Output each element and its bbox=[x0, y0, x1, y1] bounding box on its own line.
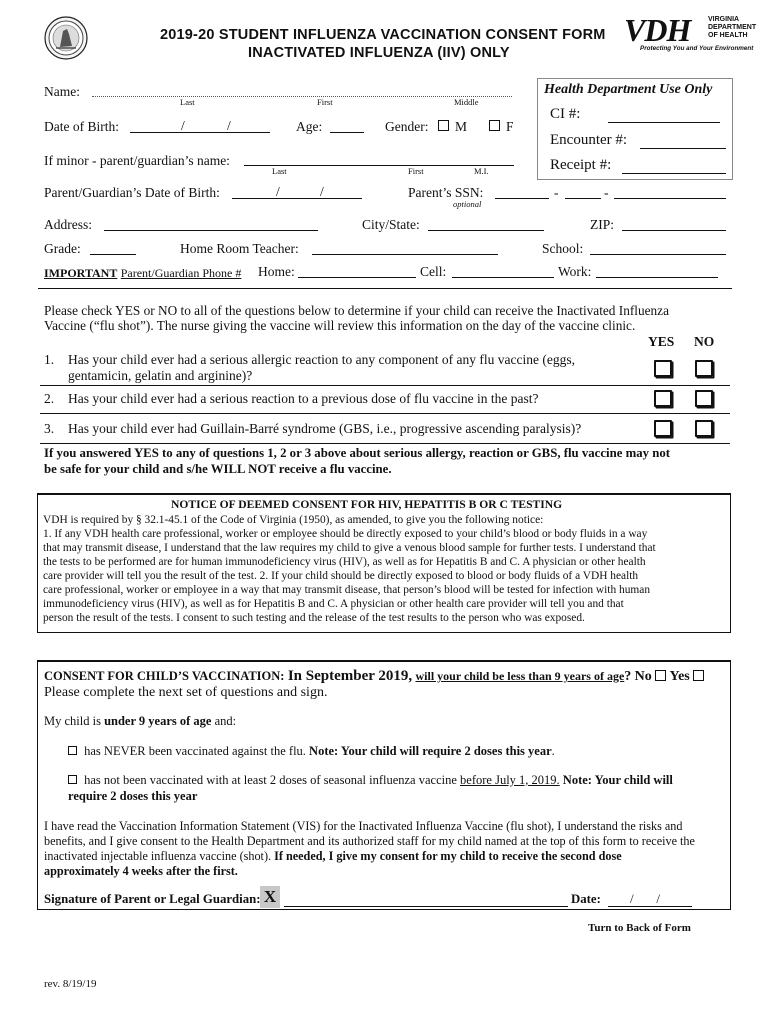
state-seal bbox=[44, 16, 88, 60]
consent-age-question: will your child be less than 9 years of age bbox=[415, 669, 625, 683]
dob-field[interactable] bbox=[130, 132, 270, 133]
consent-box bbox=[37, 660, 731, 910]
question-3-number: 3. bbox=[44, 421, 55, 436]
teacher-field[interactable] bbox=[312, 254, 498, 255]
ssn-field-2[interactable] bbox=[565, 198, 601, 199]
vdh-logo-line2: DEPARTMENT bbox=[708, 24, 757, 31]
signature-x: X bbox=[263, 887, 277, 906]
consent-title-row bbox=[44, 668, 704, 685]
notice-line-0: VDH is required by § 32.1-45.1 of the Code of Virginia (1950), as amended, to give you the following notice: bbox=[43, 514, 544, 526]
consent-instruction: Please complete the next set of questions and sign. bbox=[44, 685, 328, 700]
consent-title-in: In September 2019, bbox=[287, 668, 413, 684]
important-label bbox=[44, 265, 241, 281]
receipt-label: Receipt #: bbox=[550, 157, 612, 173]
office-use-title: Health Department Use Only bbox=[544, 82, 713, 97]
gender-f-checkbox[interactable] bbox=[489, 120, 500, 131]
option-not-two-note: Note: Your child will bbox=[562, 773, 673, 787]
notice-line-4: care provider will tell you the result of the test. 2. If your child should be directly exposed to blood or body fluids of a VDH health bbox=[43, 570, 639, 582]
work-phone-label: Work: bbox=[558, 264, 592, 279]
address-field[interactable] bbox=[104, 230, 318, 231]
consent-yes-label: Yes bbox=[669, 669, 690, 684]
vis-line-1: I have read the Vaccination Information Statement (VIS) for the Inactivated Influenza Vaccine (flu shot), I understand the risks and bbox=[44, 819, 683, 833]
signature-label: Signature of Parent or Legal Guardian: bbox=[44, 892, 261, 906]
option-not-two-text: has not been vaccinated with at least 2 doses of seasonal influenza vaccine bbox=[84, 773, 457, 787]
option-not-two-note-2: require 2 doses this year bbox=[68, 789, 198, 803]
work-phone-field[interactable] bbox=[596, 277, 718, 278]
question-1-text-1: Has your child ever had a serious allergic reaction to any component of any flu vaccine (eggs, bbox=[68, 352, 575, 367]
ssn-dash-2: - bbox=[604, 185, 609, 200]
parent-dob-slash-1: / bbox=[276, 184, 280, 199]
consent-question-mark: ? bbox=[624, 669, 632, 684]
form-title: 2019-20 STUDENT INFLUENZA VACCINATION CONSENT FORM bbox=[160, 27, 606, 43]
vis-line-3-plain: inactivated injectable influenza vaccine (shot). bbox=[44, 849, 272, 863]
zip-field[interactable] bbox=[622, 230, 726, 231]
question-2-number: 2. bbox=[44, 391, 55, 406]
question-3-no-checkbox[interactable] bbox=[695, 420, 713, 437]
questions-intro-1: Please check YES or NO to all of the questions below to determine if your child can receive the Inactivated Influenza bbox=[44, 303, 669, 318]
question-row-divider-1 bbox=[40, 385, 730, 386]
notice-line-3: the tests to be performed are for human immunodeficiency virus (HIV), as well as for Hepatitis B and C. A physician or other health bbox=[43, 556, 646, 568]
ci-line[interactable] bbox=[608, 122, 720, 123]
question-1-text-2: gentamicin, gelatin and arginine)? bbox=[68, 368, 253, 383]
vis-line-3 bbox=[44, 849, 622, 864]
name-field[interactable] bbox=[92, 96, 512, 97]
yes-header: YES bbox=[648, 334, 675, 349]
school-field[interactable] bbox=[590, 254, 726, 255]
question-2-yes-checkbox[interactable] bbox=[654, 390, 672, 407]
question-2-text-1: Has your child ever had a serious reaction to a previous dose of flu vaccine in the past? bbox=[68, 391, 539, 406]
date-slashes: / / bbox=[630, 891, 660, 906]
option-never-text: has NEVER been vaccinated against the flu. bbox=[84, 744, 306, 758]
notice-box bbox=[37, 493, 731, 633]
name-sub-first: First bbox=[317, 97, 333, 107]
gender-f-label: F bbox=[506, 119, 514, 134]
name-sub-middle: Middle bbox=[454, 97, 479, 107]
ssn-field-1[interactable] bbox=[495, 198, 549, 199]
name-label: Name: bbox=[44, 84, 80, 99]
question-1-number: 1. bbox=[44, 352, 55, 367]
signature-x-marker bbox=[260, 886, 280, 908]
parent-dob-slash-2: / bbox=[320, 184, 324, 199]
my-child-prefix: My child is bbox=[44, 714, 101, 728]
dob-label: Date of Birth: bbox=[44, 119, 119, 134]
notice-line-7: person the result of the tests. I consent to such testing and the release of the test results to the person who was exposed. bbox=[43, 612, 585, 624]
cell-phone-field[interactable] bbox=[452, 277, 554, 278]
city-field[interactable] bbox=[428, 230, 544, 231]
consent-title: CONSENT FOR CHILD’S VACCINATION: bbox=[44, 669, 285, 683]
notice-title: NOTICE OF DEEMED CONSENT FOR HIV, HEPATITIS B OR C TESTING bbox=[171, 498, 563, 511]
guardian-sub-first: First bbox=[408, 166, 424, 176]
cell-phone-label: Cell: bbox=[420, 264, 447, 279]
question-row-divider-2 bbox=[40, 413, 730, 414]
address-label: Address: bbox=[44, 217, 92, 232]
vdh-logo-letters: VDH bbox=[624, 12, 691, 48]
teacher-label: Home Room Teacher: bbox=[180, 241, 299, 256]
my-child-suffix: and: bbox=[214, 714, 237, 728]
ssn-dash-1: - bbox=[554, 185, 559, 200]
parent-dob-label: Parent/Guardian’s Date of Birth: bbox=[44, 185, 220, 200]
no-header: NO bbox=[694, 334, 715, 349]
vdh-logo bbox=[616, 14, 756, 58]
age-label: Age: bbox=[296, 119, 323, 134]
home-phone-label: Home: bbox=[258, 264, 295, 279]
guardian-sub-mi: M.I. bbox=[474, 166, 489, 176]
vis-line-3-bold: If needed, I give my consent for my child to receive the second dose bbox=[274, 849, 622, 863]
my-child-bold: under 9 years of age bbox=[104, 714, 212, 728]
school-label: School: bbox=[542, 241, 584, 256]
dob-slash-1: / bbox=[181, 118, 185, 133]
home-phone-field[interactable] bbox=[298, 277, 416, 278]
ssn-optional: optional bbox=[453, 199, 482, 209]
question-1-no-checkbox[interactable] bbox=[695, 360, 713, 377]
vdh-logo-line1: VIRGINIA bbox=[708, 16, 740, 23]
grade-field[interactable] bbox=[90, 254, 136, 255]
parent-dob-field[interactable] bbox=[232, 198, 362, 199]
questions-intro-2: Vaccine (“flu shot”). The nurse giving the vaccine will review this information on the day of the vaccine clinic. bbox=[44, 318, 636, 333]
vdh-logo-line3: OF HEALTH bbox=[708, 32, 748, 39]
consent-no-label: No bbox=[634, 669, 652, 684]
warning-line-2: be safe for your child and s/he WILL NOT receive a flu vaccine. bbox=[44, 462, 392, 476]
date-label: Date: bbox=[571, 892, 601, 906]
vis-line-2: benefits, and I give consent to the Health Department and its authorized staff for my child named at the top of this form to receive the bbox=[44, 834, 695, 848]
signature-field[interactable] bbox=[284, 906, 568, 907]
vdh-logo-tagline: Protecting You and Your Environment bbox=[640, 45, 754, 52]
gender-label: Gender: bbox=[385, 119, 429, 134]
city-label: City/State: bbox=[362, 217, 420, 232]
encounter-label: Encounter #: bbox=[550, 132, 628, 148]
name-sub-last: Last bbox=[180, 97, 195, 107]
ssn-field-3[interactable] bbox=[614, 198, 726, 199]
question-row-divider-3 bbox=[40, 443, 730, 444]
receipt-line[interactable] bbox=[622, 173, 726, 174]
question-1-yes-checkbox[interactable] bbox=[654, 360, 672, 377]
option-never-period: . bbox=[551, 744, 555, 758]
section-divider bbox=[38, 288, 732, 289]
question-3-yes-checkbox[interactable] bbox=[654, 420, 672, 437]
option-not-two-date: before July 1, 2019. bbox=[460, 773, 560, 787]
important-word: IMPORTANT bbox=[44, 266, 118, 280]
warning-line-1: If you answered YES to any of questions 1, 2 or 3 above about serious allergy, reaction or GBS, flu vaccine may not bbox=[44, 446, 671, 460]
encounter-line[interactable] bbox=[640, 148, 726, 149]
gender-m-checkbox[interactable] bbox=[438, 120, 449, 131]
form-subtitle: INACTIVATED INFLUENZA (IIV) ONLY bbox=[248, 45, 510, 61]
notice-line-1: 1. If any VDH health care professional, worker or employee should be directly exposed to your child’s blood or body fluids in a way bbox=[43, 528, 648, 540]
notice-line-2: that may transmit disease, I understand that the law requires my child to give a venous blood sample for further tests. I understand that bbox=[43, 542, 656, 554]
office-use-box bbox=[537, 78, 733, 180]
guardian-name-label: If minor - parent/guardian’s name: bbox=[44, 153, 230, 168]
consent-yes-checkbox[interactable] bbox=[693, 670, 704, 681]
question-2-no-checkbox[interactable] bbox=[695, 390, 713, 407]
ssn-label: Parent’s SSN: bbox=[408, 185, 484, 200]
guardian-sub-last: Last bbox=[272, 166, 287, 176]
turn-to-back: Turn to Back of Form bbox=[588, 922, 691, 934]
option-not-two-doses bbox=[68, 773, 673, 788]
vis-line-4: approximately 4 weeks after the first. bbox=[44, 864, 238, 878]
option-never-vaccinated bbox=[68, 744, 555, 759]
option-not-two-checkbox[interactable] bbox=[68, 775, 77, 784]
gender-m-label: M bbox=[455, 119, 468, 134]
revision-date: rev. 8/19/19 bbox=[44, 978, 97, 990]
age-field[interactable] bbox=[330, 132, 364, 133]
phone-label: Parent/Guardian Phone # bbox=[120, 266, 242, 280]
notice-line-6: immunodeficiency virus (HIV), as well as for Hepatitis B and C. A physician or other health care provider will tell you and that bbox=[43, 598, 624, 610]
notice-line-5: care professional, worker or employee in a way that may transmit disease, that person’s blood will be tested for infection with human bbox=[43, 584, 651, 596]
option-never-checkbox[interactable] bbox=[68, 746, 77, 755]
question-3-text-1: Has your child ever had Guillain-Barré syndrome (GBS, i.e., progressive ascending paralysis)? bbox=[68, 421, 582, 436]
dob-slash-2: / bbox=[227, 118, 231, 133]
consent-no-checkbox[interactable] bbox=[655, 670, 666, 681]
ci-label: CI #: bbox=[550, 106, 581, 122]
zip-label: ZIP: bbox=[590, 217, 615, 232]
my-child-line bbox=[44, 714, 236, 729]
grade-label: Grade: bbox=[44, 241, 81, 256]
option-never-note: Note: Your child will require 2 doses this year bbox=[309, 744, 552, 758]
